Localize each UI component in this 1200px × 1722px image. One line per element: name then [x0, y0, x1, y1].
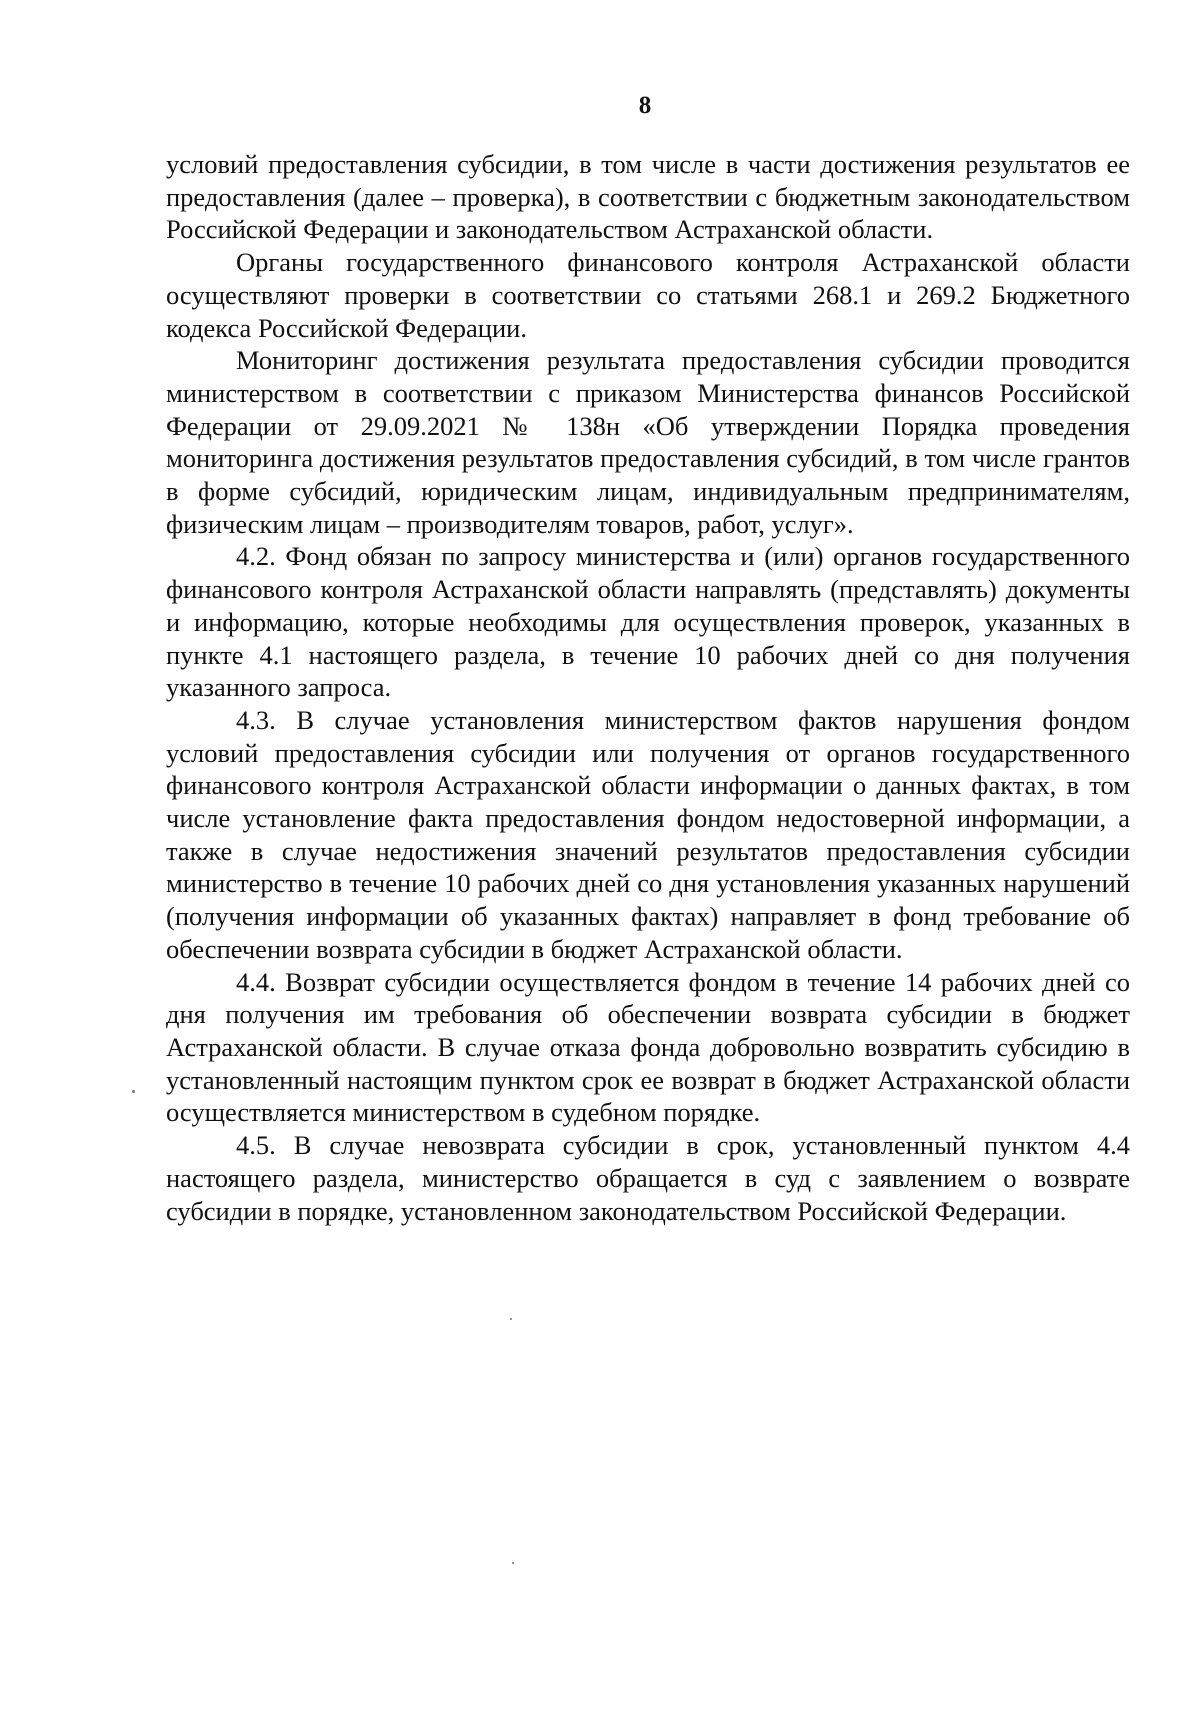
paragraph-continuation: условий предоставления субсидии, в том числе в части достижения результатов ее предоставления (далее – проверка), в соответствии с бюджетным законодательством Российской Федерации и законодательством Астраханской области. — [166, 149, 1130, 245]
paragraph-4-3: 4.3. В случае установления министерством фактов нарушения фондом условий предоставления субсидии или получения от органов государственного финансового контроля Астраханской области информации о данных фактах, в том числе установление факта предоставления фондом недостоверной информации, а также в случае недостижения значений результатов предоставления субсидии министерство в течение 10 рабочих дней со дня установления указанных нарушений (получения информации об указанных фактах) направляет в фонд требование об обеспечении возврата субсидии в бюджет Астраханской области. — [166, 704, 1130, 964]
page-number: 8 — [638, 92, 652, 119]
scan-speck — [510, 1318, 512, 1320]
paragraph-control-bodies: Органы государственного финансового контроля Астраханской области осуществляют проверки в соответствии со статьями 268.1 и 269.2 Бюджетного кодекса Российской Федерации. — [166, 247, 1130, 343]
scan-speck — [132, 1090, 135, 1093]
paragraph-4-5: 4.5. В случае невозврата субсидии в срок, установленный пунктом 4.4 настоящего раздела, министерство обращается в суд с заявлением о возврате субсидии в порядке, установленном законодательством Российской Федерации. — [166, 1130, 1130, 1226]
scan-speck — [512, 1562, 514, 1564]
paragraph-4-2: 4.2. Фонд обязан по запросу министерства и (или) органов государственного финансового контроля Астраханской области направлять (представлять) документы и информацию, которые необходимы для осуществления проверок, указанных в пункте 4.1 настоящего раздела, в течение 10 рабочих дней со дня получения указанного запроса. — [166, 541, 1130, 703]
body-text — [166, 148, 1130, 1227]
paragraph-4-4: 4.4. Возврат субсидии осуществляется фондом в течение 14 рабочих дней со дня получения им требования об обеспечении возврата субсидии в бюджет Астраханской области. В случае отказа фонда добровольно возвратить субсидию в установленный настоящим пунктом срок ее возврат в бюджет Астраханской области осуществляется министерством в судебном порядке. — [166, 966, 1130, 1128]
paragraph-monitoring: Мониторинг достижения результата предоставления субсидии проводится министерством в соответствии с приказом Министерства финансов Российской Федерации от 29.09.2021 № 138н «Об утверждении Порядка проведения мониторинга достижения результатов предоставления субсидий, в том числе грантов в форме субсидий, юридическим лицам, индивидуальным предпринимателям, физическим лицам – производителям товаров, работ, услуг». — [166, 345, 1130, 539]
